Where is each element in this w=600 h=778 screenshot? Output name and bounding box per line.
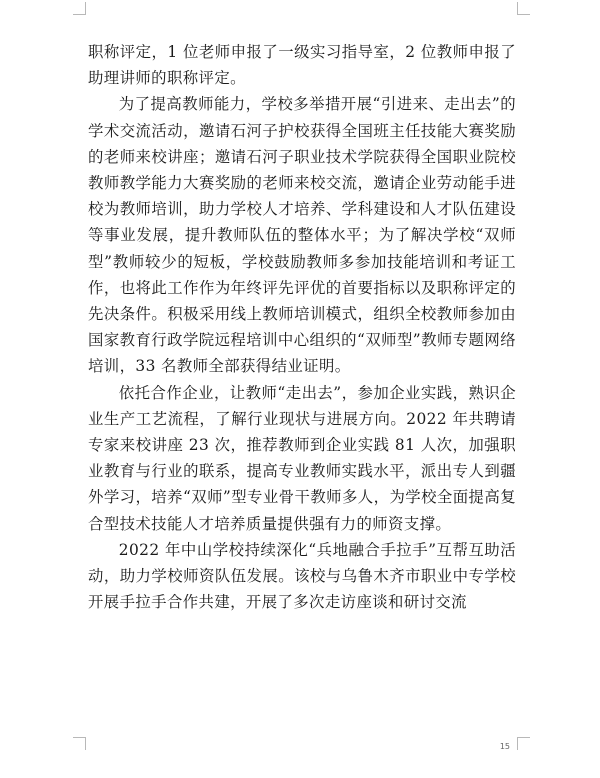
bottom-right-crop-mark xyxy=(517,737,530,750)
bottom-left-crop-mark xyxy=(73,737,86,750)
paragraph-1: 职称评定，1 位老师申报了一级实习指导室，2 位教师申报了助理讲师的职称评定。 xyxy=(88,43,516,88)
paragraph-4: 2022 年中山学校持续深化“兵地融合手拉手”互帮互助活动，助力学校师资队伍发展。该校与乌鲁木齐市职业中专学校开展手拉手合作共建，开展了多次走访座谈和研讨交流 xyxy=(88,540,516,612)
paragraph-2: 为了提高教师能力，学校多举措开展“引进来、走出去”的学术交流活动，邀请石河子护校获得全国班主任技能大赛奖励的老师来校讲座；邀请石河子职业技术学院获得全国职业院校教师教学能力大赛奖励的老师来校交流，邀请企业劳动能手进校为教师培训，助力学校人才培养、学科建设和人才队伍建设等事业发展，提升教师队伍的整体水平；为了解决学校“双师型”教师较少的短板，学校鼓励教师多参加技能培训和考证工作，也将此工作作为年终评先评优的首要指标以及职称评定的先决条件。积极采用线上教师培训模式，组织全校教师参加由国家教育行政学院远程培训中心组织的“双师型”教师专题网络培训，33 名教师全部获得结业证明。 xyxy=(88,95,516,376)
paragraph-3: 依托合作企业，让教师“走出去”，参加企业实践，熟识企业生产工艺流程，了解行业现状与进展方向。2022 年共聘请专家来校讲座 23 次，推荐教师到企业实践 81 人次，加强职业教育与行业的联系，提高专业教师实践水平，派出专人到疆外学习，培养“双师”型专业骨干教师多人，为学校全面提高复合型技术技能人才培养质量提供强有力的师资支撑。 xyxy=(88,383,516,533)
page-number: 15 xyxy=(499,742,510,751)
top-left-crop-mark xyxy=(73,2,86,15)
body-text xyxy=(88,0,516,615)
top-right-crop-mark xyxy=(517,2,530,15)
